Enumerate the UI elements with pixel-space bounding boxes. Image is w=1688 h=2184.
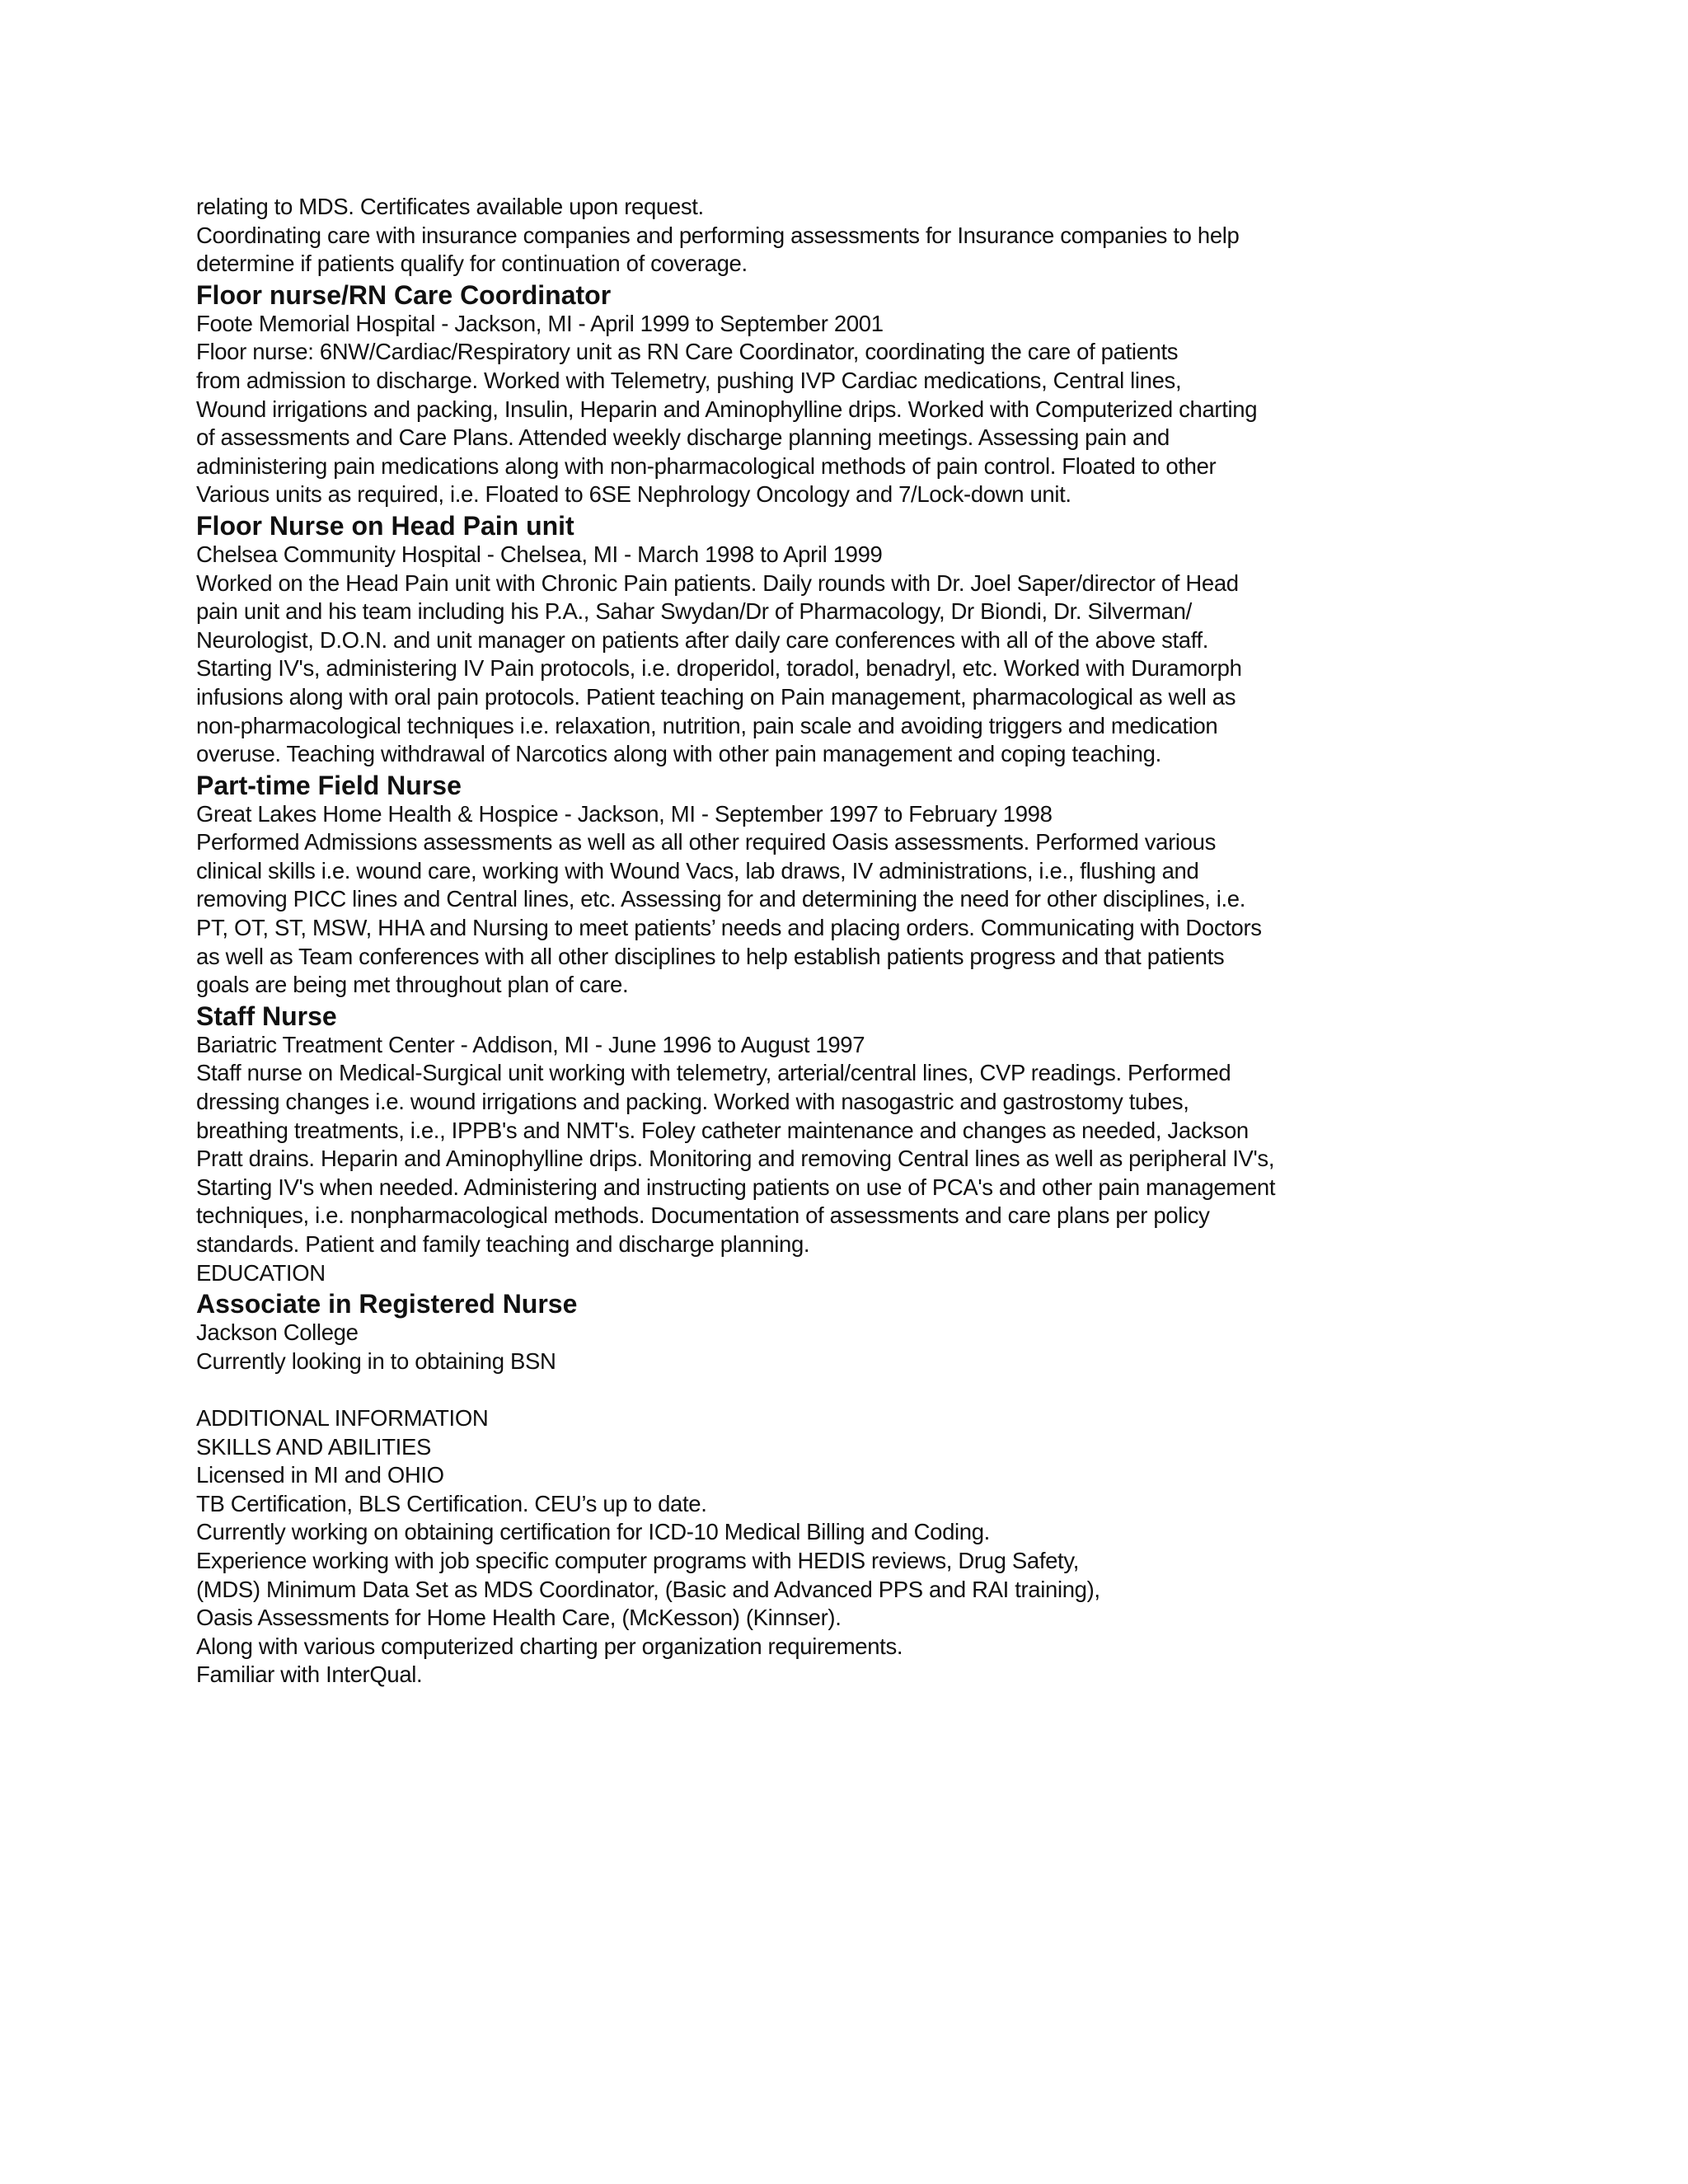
job-meta: Great Lakes Home Health & Hospice - Jackson, MI - September 1997 to February 1998 [196,800,1053,827]
skill-line: (MDS) Minimum Data Set as MDS Coordinator, (Basic and Advanced PPS and RAI training), [196,1576,1100,1602]
job-description-line: removing PICC lines and Central lines, etc. Assessing for and determining the need for other disciplines, i.e. [196,886,1246,912]
job-title: Part-time Field Nurse [196,770,462,800]
job-description-line: Worked on the Head Pain unit with Chronic Pain patients. Daily rounds with Dr. Joel Saper/director of Head [196,569,1239,596]
job-description-line: of assessments and Care Plans. Attended weekly discharge planning meetings. Assessing pain and [196,424,1170,451]
job-description-line: Pratt drains. Heparin and Aminophylline drips. Monitoring and removing Central lines as well as peripheral IV's, [196,1146,1275,1172]
intro-line: relating to MDS. Certificates available upon request. [196,194,704,219]
job-description-line: dressing changes i.e. wound irrigations and packing. Worked with nasogastric and gastrostomy tubes, [196,1089,1189,1115]
intro-line: determine if patients qualify for continuation of coverage. [196,251,748,277]
skill-line: Oasis Assessments for Home Health Care, (McKesson) (Kinnser). [196,1605,842,1631]
job-entry [196,771,1498,1000]
job-description-line: goals are being met throughout plan of care. [196,972,629,998]
job-description-line: Wound irrigations and packing, Insulin, Heparin and Aminophylline drips. Worked with Computerized charting [196,396,1258,422]
skill-line: Along with various computerized charting per organization requirements. [196,1633,903,1659]
job-entry [196,511,1498,769]
skills-label: SKILLS AND ABILITIES [196,1433,431,1460]
job-entry [196,1001,1498,1259]
job-description-line: standards. Patient and family teaching and discharge planning. [196,1231,810,1257]
skill-line: TB Certification, BLS Certification. CEU’s up to date. [196,1490,707,1516]
job-description-line: as well as Team conferences with all other disciplines to help establish patients progress and that patients [196,943,1225,969]
job-description-line: Starting IV's, administering IV Pain protocols, i.e. droperidol, toradol, benadryl, etc. Worked with Duramorph [196,655,1242,682]
resume-page [196,193,1498,1690]
job-title: Staff Nurse [196,1001,337,1031]
job-description-line: Staff nurse on Medical-Surgical unit working with telemetry, arterial/central lines, CVP readings. Performed [196,1060,1231,1086]
job-description-line: from admission to discharge. Worked with Telemetry, pushing IVP Cardiac medications, Central lines, [196,367,1182,393]
job-description-line: pain unit and his team including his P.A., Sahar Swydan/Dr of Pharmacology, Dr Biondi, Dr. Silverman/ [196,598,1192,625]
education-note: Currently looking in to obtaining BSN [196,1347,556,1374]
job-description-line: Floor nurse: 6NW/Cardiac/Respiratory unit as RN Care Coordinator, coordinating the care of patients [196,339,1179,365]
job-description-line: techniques, i.e. nonpharmacological methods. Documentation of assessments and care plans per policy [196,1202,1210,1229]
job-description-line: Performed Admissions assessments as well as all other required Oasis assessments. Performed various [196,829,1216,855]
job-description-line: clinical skills i.e. wound care, working with Wound Vacs, lab draws, IV administrations, i.e., flushing and [196,857,1199,883]
job-meta: Foote Memorial Hospital - Jackson, MI - April 1999 to September 2001 [196,310,884,336]
skill-line: Currently working on obtaining certification for ICD-10 Medical Billing and Coding. [196,1519,990,1545]
skill-line: Familiar with InterQual. [196,1661,423,1688]
intro-line: Coordinating care with insurance companies and performing assessments for Insurance companies to help [196,222,1240,248]
additional-section [196,1404,1498,1690]
intro-section [196,193,1498,279]
job-description-line: overuse. Teaching withdrawal of Narcotics along with other pain management and coping teaching. [196,741,1161,767]
job-title: Floor nurse/RN Care Coordinator [196,279,612,310]
education-section [196,1259,1498,1376]
job-description-line: administering pain medications along with non-pharmacological methods of pain control. Floated to other [196,452,1217,479]
job-description-line: breathing treatments, i.e., IPPB's and NMT's. Foley catheter maintenance and changes as needed, Jackson [196,1117,1249,1143]
job-meta: Bariatric Treatment Center - Addison, MI - June 1996 to August 1997 [196,1031,865,1057]
job-meta: Chelsea Community Hospital - Chelsea, MI - March 1998 to April 1999 [196,541,883,567]
job-description-line: non-pharmacological techniques i.e. relaxation, nutrition, pain scale and avoiding triggers and medication [196,712,1218,738]
job-description-line: PT, OT, ST, MSW, HHA and Nursing to meet patients’ needs and placing orders. Communicating with Doctors [196,915,1262,941]
section-spacer [196,1376,1498,1404]
skill-line: Licensed in MI and OHIO [196,1462,444,1488]
additional-label: ADDITIONAL INFORMATION [196,1404,489,1431]
job-description-line: infusions along with oral pain protocols. Patient teaching on Pain management, pharmacological as well as [196,683,1236,710]
degree-title: Associate in Registered Nurse [196,1289,578,1319]
education-label: EDUCATION [196,1259,326,1286]
job-description-line: Starting IV's when needed. Administering and instructing patients on use of PCA's and other pain management [196,1174,1276,1200]
school-name: Jackson College [196,1319,359,1346]
skill-line: Experience working with job specific computer programs with HEDIS reviews, Drug Safety, [196,1547,1079,1573]
job-description-line: Neurologist, D.O.N. and unit manager on patients after daily care conferences with all of the above staff. [196,626,1209,653]
job-entry [196,280,1498,509]
job-title: Floor Nurse on Head Pain unit [196,510,574,541]
job-description-line: Various units as required, i.e. Floated to 6SE Nephrology Oncology and 7/Lock-down unit. [196,481,1071,508]
